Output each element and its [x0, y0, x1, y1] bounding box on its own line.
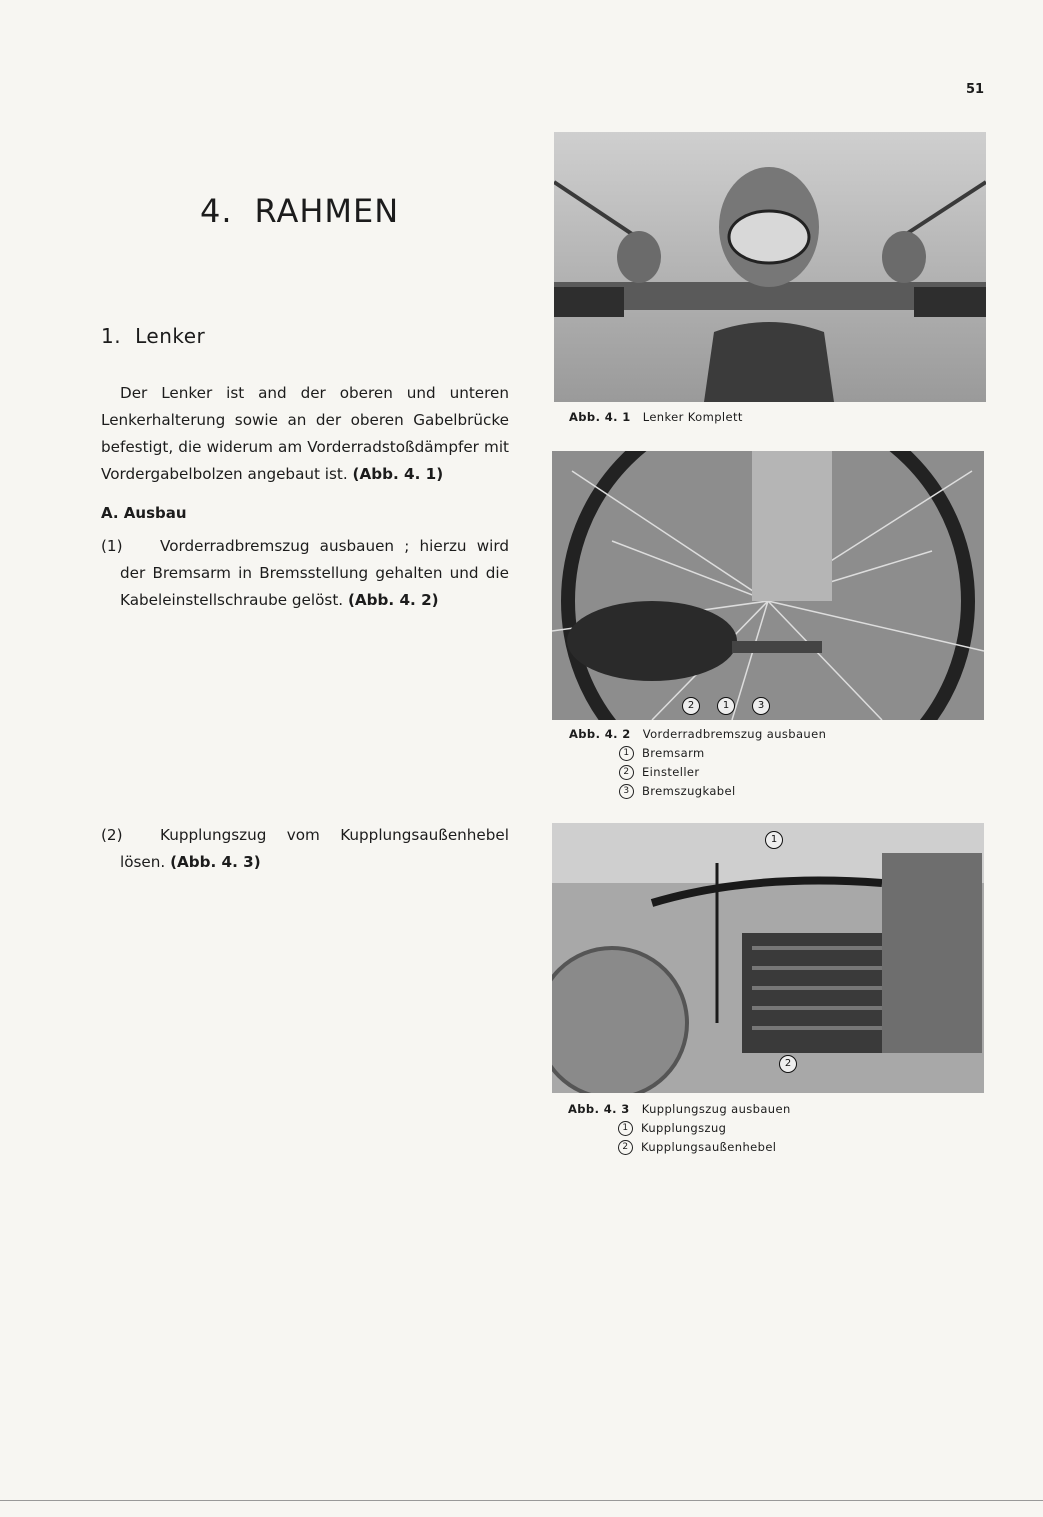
front-brake-photo — [552, 451, 984, 720]
step-1 — [101, 533, 509, 614]
figure-4-1-id: Abb. 4. 1 — [569, 410, 631, 424]
figure-4-2-item: 1 Bremsarm — [569, 744, 826, 763]
step-2-text: Kupplungszug vom Kupplungsaußenhebel lösen. — [120, 826, 509, 871]
figure-4-1-title: Lenker Komplett — [642, 410, 743, 424]
step-2 — [101, 822, 509, 876]
step-2-figure-ref: (Abb. 4. 3) — [170, 853, 261, 871]
figure-4-3-caption — [568, 1100, 791, 1157]
handlebar-photo — [554, 132, 986, 402]
intro-paragraph — [101, 380, 509, 488]
callout-kupplungszug: 1 — [765, 831, 783, 849]
page-number: 51 — [966, 82, 985, 97]
callout-kupplungsaussenhebel: 2 — [779, 1055, 797, 1073]
figure-4-2-item: 3 Bremszugkabel — [569, 782, 826, 801]
clutch-cable-photo — [552, 823, 984, 1093]
chapter-title — [200, 192, 399, 230]
figure-4-2-item: 2 Einsteller — [569, 763, 826, 782]
intro-text: Der Lenker ist and der oberen und unteren Lenkerhalterung sowie an der oberen Gabelbrücke befestigt, die widerum am Vorderradstoßdämpfer mit Vordergabelbolzen angebaut ist. — [101, 384, 509, 483]
subsection-heading: A. Ausbau — [101, 504, 187, 522]
section-name: Lenker — [135, 324, 206, 348]
figure-4-3-item: 2 Kupplungsaußenhebel — [568, 1138, 791, 1157]
page-bottom-rule — [0, 1500, 1043, 1501]
step-2-number: (2) — [101, 826, 123, 844]
callout-bremsarm: 1 — [717, 697, 735, 715]
figure-4-2-id: Abb. 4. 2 — [569, 727, 631, 741]
figure-4-1-caption — [569, 408, 743, 427]
figure-4-3-item: 1 Kupplungszug — [568, 1119, 791, 1138]
section-title — [101, 324, 205, 348]
chapter-number: 4. — [200, 192, 233, 230]
callout-bremszugkabel: 3 — [752, 697, 770, 715]
callout-einsteller: 2 — [682, 697, 700, 715]
section-number: 1. — [101, 324, 122, 348]
step-1-text: Vorderradbremszug ausbauen ; hierzu wird der Bremsarm in Bremsstellung gehalten und die Kabeleinstellschraube gelöst. — [120, 537, 509, 609]
figure-4-3-id: Abb. 4. 3 — [568, 1102, 630, 1116]
step-1-number: (1) — [101, 537, 123, 555]
step-1-figure-ref: (Abb. 4. 2) — [347, 591, 439, 609]
figure-4-3-title: Kupplungszug ausbauen — [641, 1102, 791, 1116]
chapter-name: RAHMEN — [254, 192, 400, 230]
intro-figure-ref: (Abb. 4. 1) — [352, 465, 444, 483]
figure-4-2-caption — [569, 725, 826, 801]
figure-4-2-title: Vorderradbremszug ausbauen — [642, 727, 827, 741]
